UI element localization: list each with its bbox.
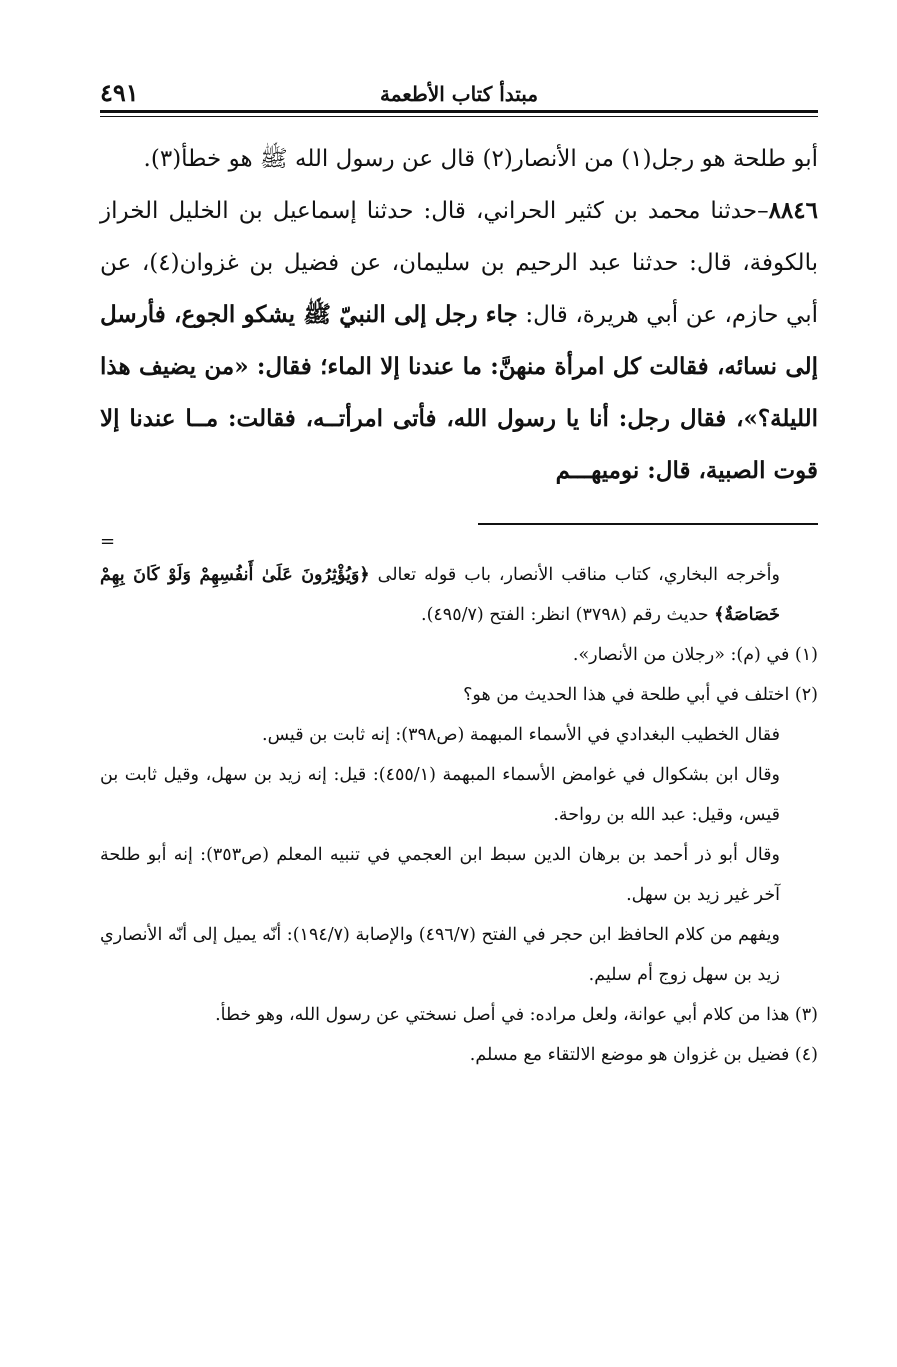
footnote-2-bashkuwal: وقال ابن بشكوال في غوامض الأسماء المبهمة (٤٥٥/١): قيل: إنه زيد بن سهل، وقيل ثابت بن قيس، وقيل: عبد الله بن رواحة. — [100, 765, 781, 825]
continuation-mark: = — [100, 531, 116, 552]
footnote-2: (٢) اختلف في أبي طلحة في هذا الحديث من هو؟ — [463, 685, 818, 705]
page-header — [100, 76, 818, 110]
header-rule-thick — [100, 110, 818, 113]
footnote-1: (١) في (م): «رجلان من الأنصار». — [572, 645, 818, 665]
footnote-2-ajami: وقال أبو ذر أحمد بن برهان الدين سبط ابن العجمي في تنبيه المعلم (ص٣٥٣): إنه أبو طلحة آخر غير زيد بن سهل. — [100, 845, 780, 905]
footnotes — [100, 555, 818, 1075]
footnote-2-ibn-hajar: ويفهم من كلام الحافظ ابن حجر في الفتح (٤٩٦/٧) والإصابة (١٩٤/٧): أنّه يميل إلى أنّه الأنصاري زيد بن سهل زوج أم سليم. — [100, 925, 780, 985]
footnote-2-khatib: فقال الخطيب البغدادي في الأسماء المبهمة (ص٣٩٨): إنه ثابت بن قيس. — [262, 725, 780, 745]
footnote-takhrij — [100, 555, 818, 635]
hadith-number: ٨٨٤٦ — [768, 197, 818, 224]
text-line-intro: أبو طلحة هو رجل(١) من الأنصار(٢) قال عن رسول الله ﷺ هو خطأ(٣). — [143, 146, 818, 172]
takhrij-text: وأخرجه البخاري، كتاب مناقب الأنصار، باب قوله تعالى — [369, 565, 780, 585]
main-text — [100, 133, 818, 497]
footnote-4: (٤) فضيل بن غزوان هو موضع الالتقاء مع مسلم. — [469, 1045, 818, 1065]
footnote-3: (٣) هذا من كلام أبي عوانة، ولعل مراده: في أصل نسختي عن رسول الله، وهو خطأ. — [215, 1005, 818, 1025]
book-page — [100, 76, 818, 1075]
chapter-title: مبتدأ كتاب الأطعمة — [379, 82, 539, 106]
footnote-separator — [478, 523, 818, 525]
takhrij-ref: حديث رقم (٣٧٩٨) انظر: الفتح (٤٩٥/٧). — [421, 605, 715, 625]
quran-verse: ﴿وَيُؤْثِرُونَ عَلَىٰ أَنفُسِهِمْ وَلَوْ كَانَ بِهِمْ خَصَاصَةٌ﴾ — [100, 565, 780, 625]
hadith-chain: –حدثنا محمد بن كثير الحراني، قال: حدثنا إسماعيل بن الخليل الخراز بالكوفة، قال: حدثنا عبد الرحيم بن سليمان، عن فضيل بن غزوان(٤)، عن أبي حازم، عن أبي هريرة، قال: — [100, 198, 818, 328]
header-rule-thin — [100, 116, 818, 117]
page-number: ٤٩١ — [100, 78, 139, 107]
hadith-paragraph — [100, 185, 818, 497]
hadith-text: جاء رجل إلى النبيّ ﷺ يشكو الجوع، فأرسل إلى نسائه، فقالت كل امرأة منهنَّ: ما عندنا إلا الماء؛ فقال: «من يضيف هذا الليلة؟»، فقال رجل: أنا يا رسول الله، فأتى امرأتــه، فقالت: مــا عندنا إلا قوت الصبية، قال: نوميهـــم — [100, 301, 818, 484]
